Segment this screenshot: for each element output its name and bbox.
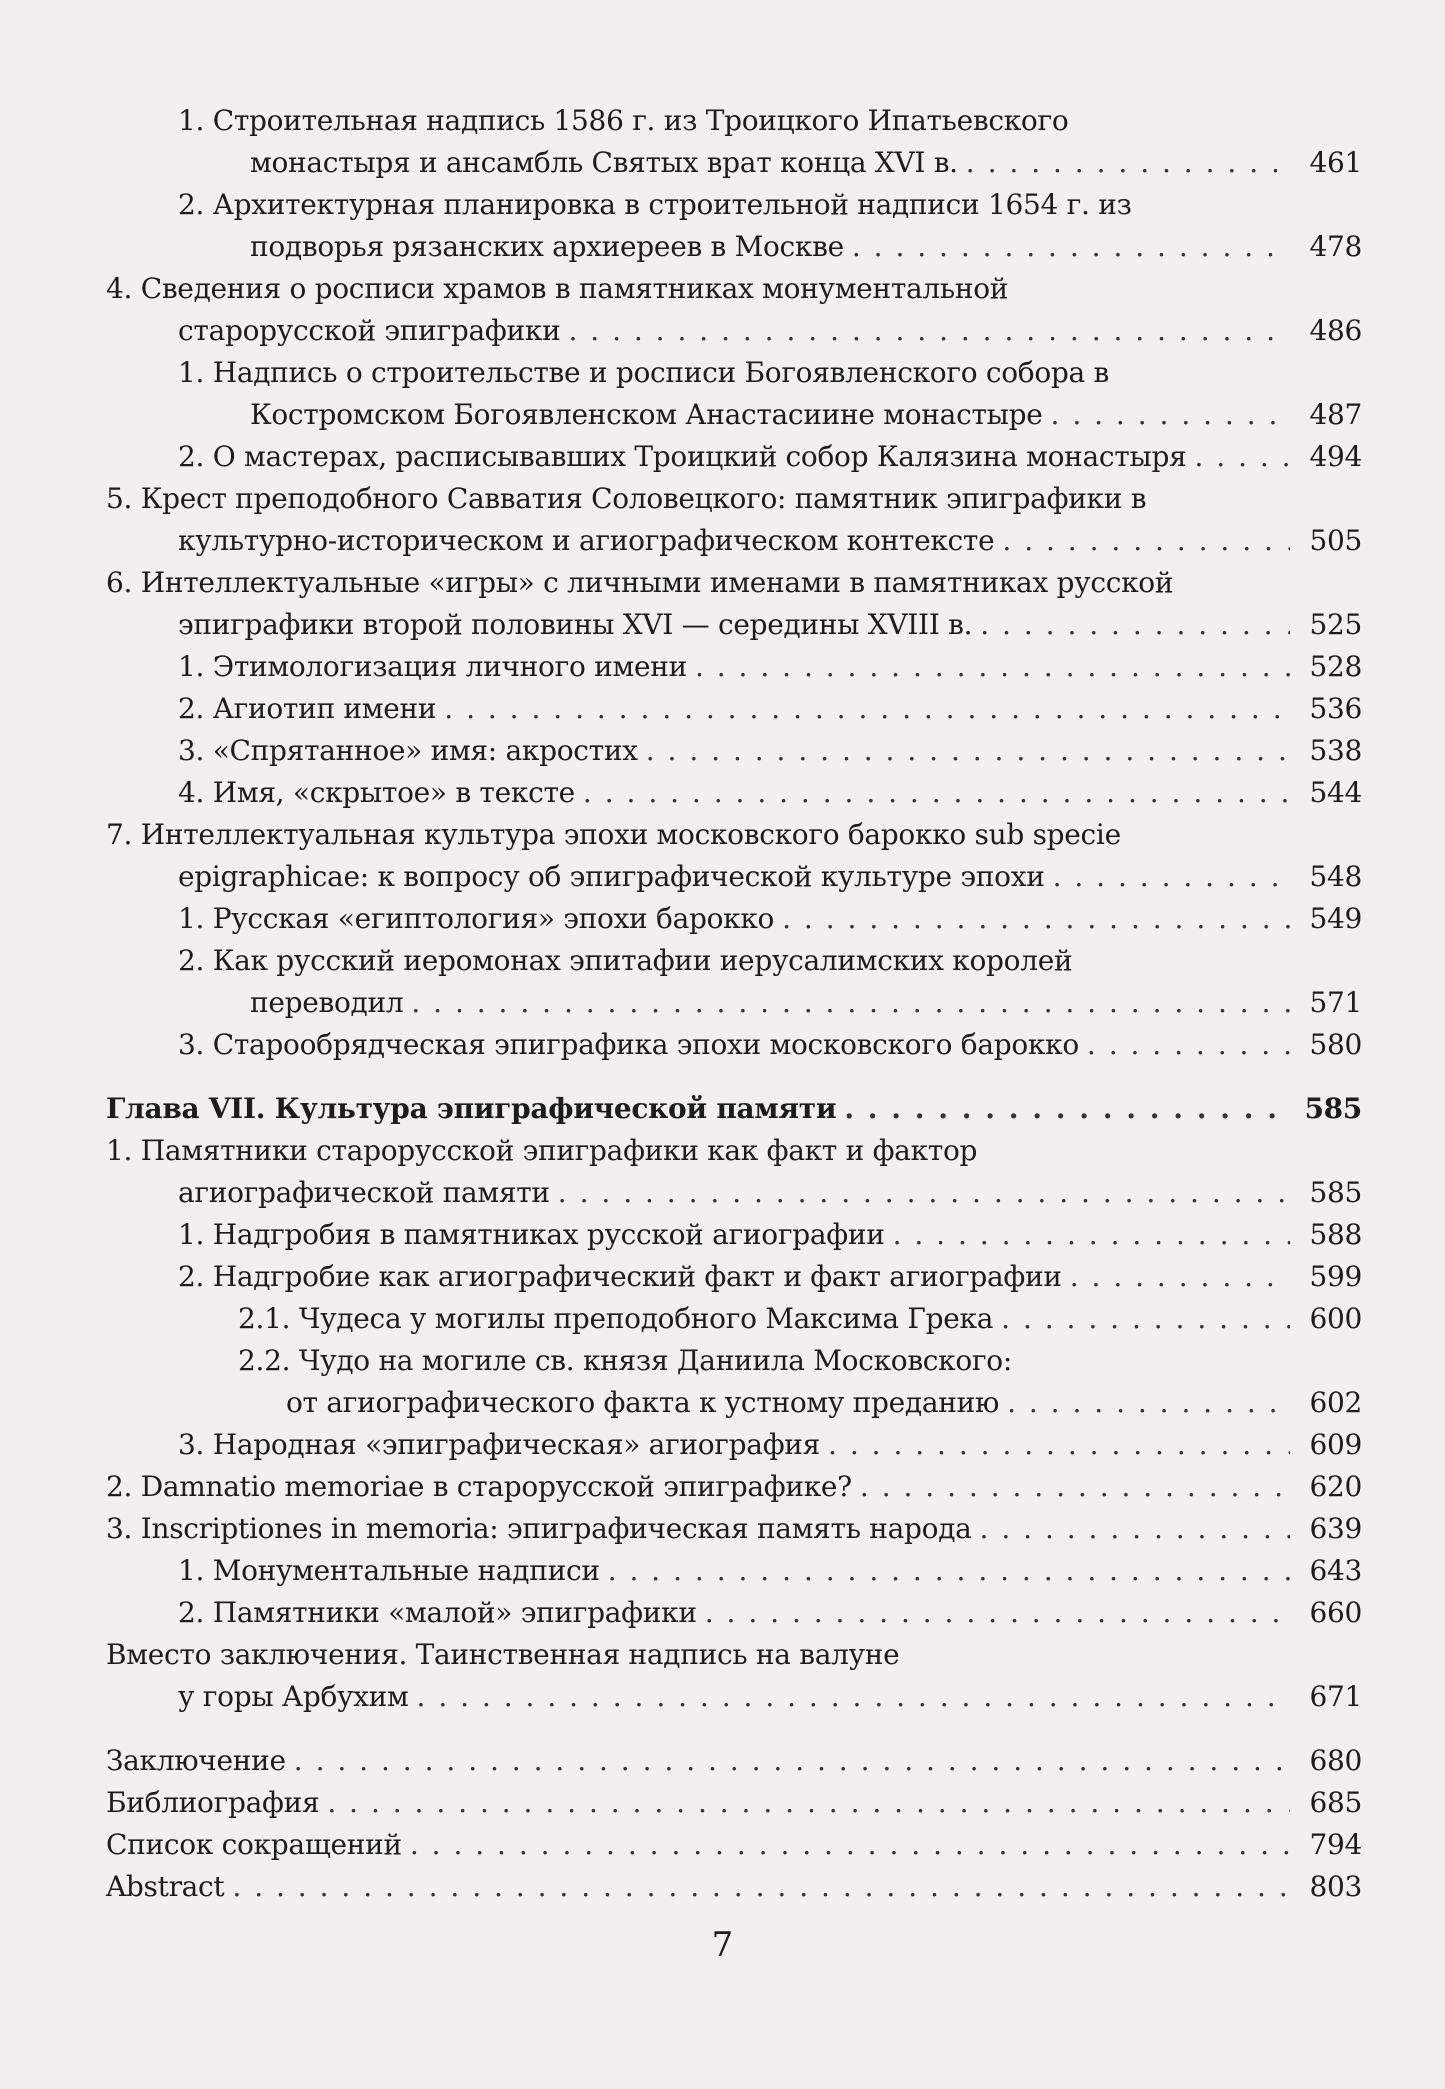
toc-entry	[106, 1634, 1362, 1718]
toc-entry	[106, 184, 1362, 268]
toc-entry	[106, 1508, 1362, 1550]
toc-entry-line: 1. Памятники старорусской эпиграфики как факт и фактор	[106, 1134, 978, 1167]
toc-entry-title: монастыря и ансамбль Святых врат конца XVI в.	[250, 146, 958, 179]
dot-leader	[1001, 1298, 1290, 1340]
dot-leader	[232, 1866, 1290, 1908]
toc-page-number: 639	[1309, 1512, 1362, 1545]
dot-leader	[1002, 520, 1290, 562]
toc-entry-line-last	[106, 1024, 1362, 1066]
toc-entry-title: 4. Имя, «скрытое» в тексте	[178, 776, 575, 809]
toc-entry-title: 2.1. Чудеса у могилы преподобного Максима Грека	[238, 1302, 994, 1335]
toc-entry-line-last	[106, 1782, 1362, 1824]
toc-page-number: 599	[1309, 1260, 1362, 1293]
toc-entry-title: 1. Этимологизация личного имени	[178, 650, 687, 683]
toc-entry-title: 2. Damnatio memoriae в старорусской эпиграфике?	[106, 1470, 852, 1503]
section-gap	[106, 1066, 1362, 1088]
dot-leader	[844, 1088, 1290, 1130]
toc-page-number: 620	[1309, 1470, 1362, 1503]
toc-entry-line-last	[106, 1382, 1362, 1424]
toc-page-number: 487	[1309, 398, 1362, 431]
toc-entry	[106, 1466, 1362, 1508]
dot-leader	[852, 226, 1290, 268]
dot-leader	[608, 1550, 1290, 1592]
dot-leader	[1087, 1024, 1290, 1066]
toc-entry-line-last	[106, 688, 1362, 730]
toc-page-number: 680	[1309, 1744, 1362, 1777]
toc-entry-title: у горы Арбухим	[178, 1680, 409, 1713]
toc-entry	[106, 940, 1362, 1024]
toc-entry	[106, 1256, 1362, 1298]
dot-leader	[860, 1466, 1290, 1508]
toc-entry-line: 4. Сведения о росписи храмов в памятниках монументальной	[106, 272, 1009, 305]
toc-page-number: 548	[1309, 860, 1362, 893]
toc-entry	[106, 898, 1362, 940]
toc-page-number: 478	[1309, 230, 1362, 263]
toc-entry-title: старорусской эпиграфики	[178, 314, 561, 347]
toc-entry-title: 3. Inscriptiones in memoria: эпиграфическая память народа	[106, 1512, 972, 1545]
toc-page-number: 671	[1309, 1680, 1362, 1713]
dot-leader	[980, 604, 1290, 646]
toc-entry	[106, 1340, 1362, 1424]
dot-leader	[568, 310, 1290, 352]
toc-entry	[106, 772, 1362, 814]
table-of-contents	[106, 100, 1362, 1908]
toc-entry	[106, 1130, 1362, 1214]
dot-leader	[410, 1824, 1290, 1866]
toc-entry-line-last	[106, 1866, 1362, 1908]
dot-leader	[980, 1508, 1290, 1550]
toc-entry-line-last	[106, 1824, 1362, 1866]
toc-entry-title: Заключение	[106, 1744, 286, 1777]
toc-entry-line-last	[106, 1740, 1362, 1782]
dot-leader	[646, 730, 1290, 772]
dot-leader	[417, 1676, 1290, 1718]
dot-leader	[1051, 394, 1290, 436]
toc-page-number: 525	[1309, 608, 1362, 641]
toc-entry-line-last	[106, 1256, 1362, 1298]
toc-entry-line-last	[106, 1214, 1362, 1256]
toc-entry-title: 2. О мастерах, расписывавших Троицкий собор Калязина монастыря	[178, 440, 1187, 473]
toc-entry	[106, 646, 1362, 688]
toc-entry-line-last	[106, 142, 1362, 184]
toc-entry-title: epigraphicae: к вопросу об эпиграфической культуре эпохи	[178, 860, 1045, 893]
toc-page-number: 549	[1309, 902, 1362, 935]
toc-entry	[106, 1740, 1362, 1782]
toc-entry-title: переводил	[250, 986, 404, 1019]
toc-entry	[106, 1782, 1362, 1824]
toc-page-number: 528	[1309, 650, 1362, 683]
toc-page-number: 580	[1309, 1028, 1362, 1061]
toc-entry-line: 2.2. Чудо на могиле св. князя Даниила Московского:	[238, 1344, 1012, 1377]
toc-entry-line-last	[106, 1088, 1362, 1130]
toc-page-number: 609	[1309, 1428, 1362, 1461]
toc-entry-line-last	[106, 1466, 1362, 1508]
dot-leader	[705, 1592, 1290, 1634]
toc-entry	[106, 100, 1362, 184]
toc-entry-line: 2. Как русский иеромонах эпитафии иерусалимских королей	[178, 944, 1073, 977]
dot-leader	[444, 688, 1290, 730]
toc-entry-title: культурно-историческом и агиографическом контексте	[178, 524, 995, 557]
toc-entry-title: эпиграфики второй половины XVI — середины XVIII в.	[178, 608, 973, 641]
toc-page-number: 588	[1309, 1218, 1362, 1251]
toc-entry-line-last	[106, 394, 1362, 436]
dot-leader	[893, 1214, 1290, 1256]
toc-entry	[106, 562, 1362, 646]
toc-entry	[106, 1866, 1362, 1908]
toc-page-number: 660	[1309, 1596, 1362, 1629]
toc-entry-line: Вместо заключения. Таинственная надпись на валуне	[106, 1638, 900, 1671]
section-gap	[106, 1718, 1362, 1740]
dot-leader	[828, 1424, 1290, 1466]
dot-leader	[327, 1782, 1290, 1824]
dot-leader	[583, 772, 1290, 814]
toc-entry-line-last	[106, 604, 1362, 646]
toc-entry	[106, 1550, 1362, 1592]
toc-entry-line-last	[106, 1424, 1362, 1466]
toc-page-number: 486	[1309, 314, 1362, 347]
toc-entry-title: Глава VII. Культура эпиграфической памяти	[106, 1092, 837, 1125]
toc-entry-line-last	[106, 772, 1362, 814]
toc-entry-title: 2. Агиотип имени	[178, 692, 437, 725]
toc-entry	[106, 478, 1362, 562]
toc-page-number: 803	[1309, 1870, 1362, 1903]
toc-entry	[106, 1592, 1362, 1634]
toc-entry-title: 1. Монументальные надписи	[178, 1554, 600, 1587]
toc-entry-line-last	[106, 730, 1362, 772]
toc-entry-line-last	[106, 1508, 1362, 1550]
toc-entry-line: 1. Надпись о строительстве и росписи Богоявленского собора в	[178, 356, 1109, 389]
toc-page-number: 461	[1309, 146, 1362, 179]
toc-page-number: 602	[1309, 1386, 1362, 1419]
toc-page-number: 585	[1309, 1176, 1362, 1209]
toc-entry-title: подворья рязанских архиереев в Москве	[250, 230, 844, 263]
dot-leader	[1053, 856, 1290, 898]
toc-entry	[106, 814, 1362, 898]
toc-entry-line-last	[106, 856, 1362, 898]
toc-entry-line-last	[106, 982, 1362, 1024]
dot-leader	[782, 898, 1290, 940]
toc-entry-title: агиографической памяти	[178, 1176, 550, 1209]
toc-entry-title: 3. «Спрятанное» имя: акростих	[178, 734, 638, 767]
toc-entry	[106, 436, 1362, 478]
toc-entry-title: Библиография	[106, 1786, 320, 1819]
toc-entry-line-last	[106, 1592, 1362, 1634]
toc-entry-title: Костромском Богоявленском Анастасиине монастыре	[250, 398, 1043, 431]
toc-entry-line-last	[106, 1298, 1362, 1340]
toc-entry	[106, 1424, 1362, 1466]
toc-entry-title: 1. Надгробия в памятниках русской агиографии	[178, 1218, 885, 1251]
toc-page-number: 585	[1304, 1092, 1362, 1125]
toc-entry-line-last	[106, 310, 1362, 352]
toc-entry	[106, 1088, 1362, 1130]
toc-page-number: 544	[1309, 776, 1362, 809]
toc-entry-title: Abstract	[106, 1870, 225, 1903]
toc-entry	[106, 1214, 1362, 1256]
toc-page-number: 643	[1309, 1554, 1362, 1587]
dot-leader	[1070, 1256, 1290, 1298]
toc-entry-line-last	[106, 226, 1362, 268]
toc-entry	[106, 1024, 1362, 1066]
toc-entry-title: Список сокращений	[106, 1828, 402, 1861]
toc-page-number: 571	[1309, 986, 1362, 1019]
toc-page-number: 505	[1309, 524, 1362, 557]
dot-leader	[695, 646, 1290, 688]
toc-entry-line: 5. Крест преподобного Савватия Соловецкого: памятник эпиграфики в	[106, 482, 1147, 515]
toc-page-number: 538	[1309, 734, 1362, 767]
toc-entry-title: 3. Старообрядческая эпиграфика эпохи московского барокко	[178, 1028, 1079, 1061]
toc-entry-title: от агиографического факта к устному преданию	[286, 1386, 1000, 1419]
toc-entry	[106, 1298, 1362, 1340]
toc-page-number: 494	[1309, 440, 1362, 473]
page-number: 7	[711, 1925, 734, 1965]
toc-entry-title: 2. Памятники «малой» эпиграфики	[178, 1596, 697, 1629]
toc-entry-line-last	[106, 1550, 1362, 1592]
toc-entry-line-last	[106, 436, 1362, 478]
dot-leader	[558, 1172, 1290, 1214]
dot-leader	[1194, 436, 1290, 478]
toc-entry-line: 2. Архитектурная планировка в строительной надписи 1654 г. из	[178, 188, 1132, 221]
toc-page-number: 685	[1309, 1786, 1362, 1819]
toc-entry-line: 7. Интеллектуальная культура эпохи московского барокко sub specie	[106, 818, 1121, 851]
toc-page-number: 600	[1309, 1302, 1362, 1335]
toc-page-number: 536	[1309, 692, 1362, 725]
toc-entry-title: 2. Надгробие как агиографический факт и факт агиографии	[178, 1260, 1062, 1293]
dot-leader	[1007, 1382, 1290, 1424]
dot-leader	[294, 1740, 1290, 1782]
toc-page-number: 794	[1309, 1828, 1362, 1861]
toc-entry-line-last	[106, 898, 1362, 940]
toc-entry-title: 1. Русская «египтология» эпохи барокко	[178, 902, 775, 935]
toc-entry-title: 3. Народная «эпиграфическая» агиография	[178, 1428, 821, 1461]
toc-entry	[106, 730, 1362, 772]
toc-entry-line-last	[106, 1676, 1362, 1718]
toc-entry-line: 1. Строительная надпись 1586 г. из Троицкого Ипатьевского	[178, 104, 1069, 137]
dot-leader	[966, 142, 1290, 184]
toc-entry	[106, 268, 1362, 352]
toc-entry-line-last	[106, 1172, 1362, 1214]
toc-entry-line-last	[106, 520, 1362, 562]
toc-entry	[106, 352, 1362, 436]
toc-entry	[106, 1824, 1362, 1866]
dot-leader	[411, 982, 1290, 1024]
toc-entry	[106, 688, 1362, 730]
toc-entry-line: 6. Интеллектуальные «игры» с личными именами в памятниках русской	[106, 566, 1174, 599]
toc-entry-line-last	[106, 646, 1362, 688]
